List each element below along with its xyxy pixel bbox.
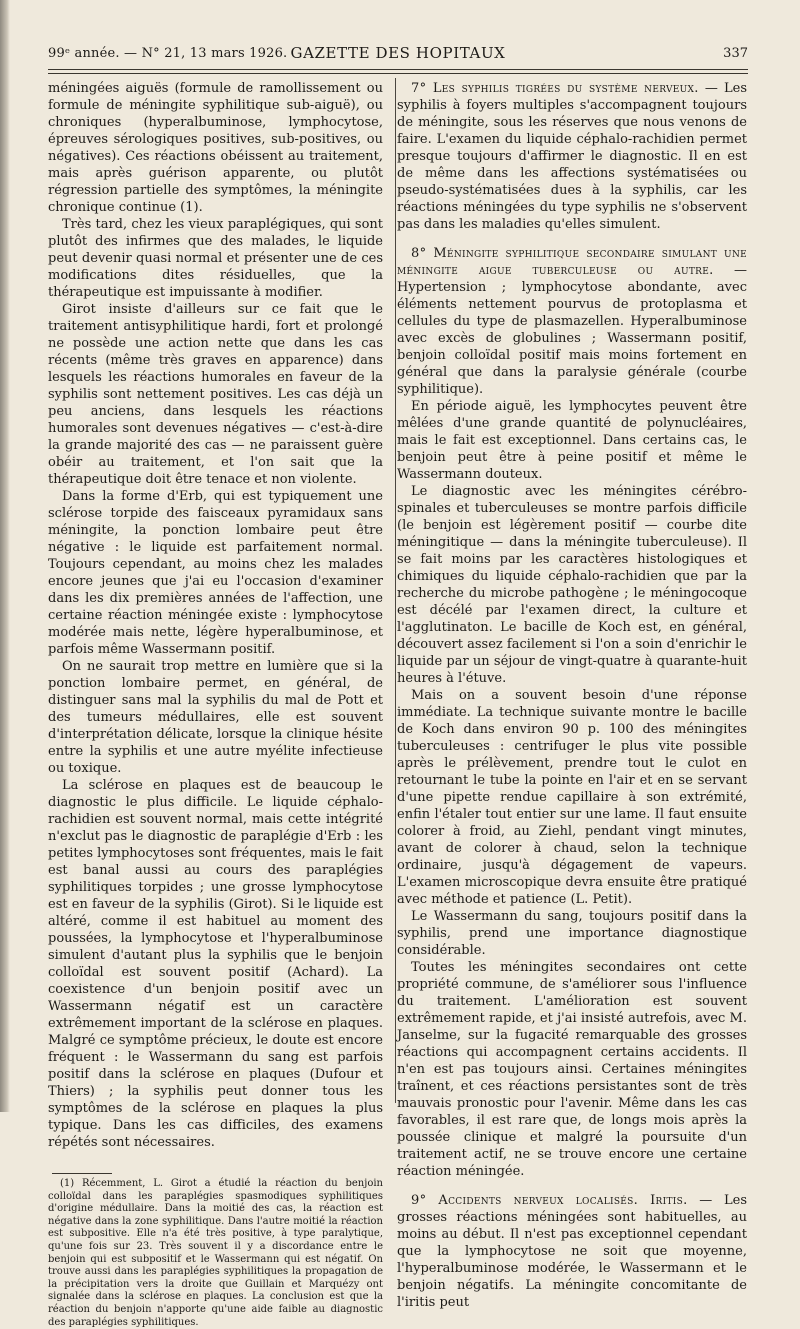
paragraph: On ne saurait trop mettre en lumière que si la ponction lombaire permet, en général, de distinguer sans mal la syphilis du mal de Pott et des tumeurs médullaires, elle est souvent d'interprétation délicate, lorsque la clinique hésite entre la syphilis et une autre myélite infectieuse ou toxique. [48, 659, 383, 776]
paragraph: Mais on a souvent besoin d'une réponse immédiate. La technique suivante montre le bacille de Koch dans environ 90 p. 100 des méningites tuberculeuses : centrifuger le plus vite possible après le prélèvement, prendre tout le culot en retournant le tube la pointe en l'air et en se servant d'une pipette rendue capillaire à son extrémité, enfin l'étaler tout entier sur une lame. Il faut ensuite colorer à froid, au Ziehl, pendant vingt minutes, avant de colorer à chaud, selon la technique ordinaire, jusqu'à dégagement de vapeurs. L'examen microscopique devra ensuite être pratiqué avec méthode et patience (L. Petit). [397, 688, 747, 907]
column-divider [395, 78, 396, 1103]
paragraph: Le Wassermann du sang, toujours positif dans la syphilis, prend une importance diagnostique considérable. [397, 909, 747, 958]
footnote: (1) Récemment, L. Girot a étudié la réaction du benjoin colloïdal dans les paraplégies spasmodiques syphilitiques d'origine médullaire. Dans la moitié des cas, la réaction est négative dans la zone syphilitique. Dans l'autre moitié la réaction est subpositive. Elle n'a été très positive, à type paralytique, qu'une fois sur 23. Très souvent il y a discordance entre le benjoin qui est subpositif et le Wassermann qui est négatif. On trouve aussi dans les paraplégies syphilitiques la propagation de la précipitation vers la droite que Guillain et Marquézy ont signalée dans la sclérose en plaques. La conclusion est que la réaction du benjoin n'apporte qu'une aide faible au diagnostic des paraplégies syphilitiques. [48, 1178, 383, 1328]
header-rule-thick [48, 69, 748, 70]
section-7 [397, 80, 747, 233]
section-text: — Hypertension ; lymphocytose abondante, avec éléments nettement pourvus de protoplasma et cellules du type de plasmazellen. Hyperalbuminose avec excès de globulines ; Wassermann positif, benjoin colloïdal positif mais moins fortement en général que dans la paralysie générale (courbe syphilitique). [397, 263, 747, 397]
paragraph: Toutes les méningites secondaires ont cette propriété commune, de s'améliorer sous l'influence du traitement. L'amélioration est souvent extrêmement rapide, et j'ai insisté autrefois, avec M. Janselme, sur la fugacité remarquable des grosses réactions qui accompagnent certains accidents. Il n'en est pas toujours ainsi. Certaines méningites traînent, et ces réactions persistantes sont de très mauvais pronostic pour l'avenir. Même dans les cas favorables, il est rare que, de longs mois après la poussée clinique et malgré la poursuite d'un traitement actif, ne se trouve encore une certaine réaction méningée. [397, 960, 747, 1179]
section-text: — Les grosses réactions méningées sont habituelles, au moins au début. Il n'est pas exceptionnel cependant que la lymphocytose ne soit que moyenne, l'hyperalbuminose modérée, le Wassermann et le benjoin négatifs. La méningite concomitante de l'iritis peut [397, 1193, 747, 1310]
footnote-rule [52, 1173, 112, 1174]
section-text: — Les syphilis à foyers multiples s'accompagnent toujours de méningite, sous les réserves que nous venons de faire. L'examen du liquide céphalo-rachidien permet presque toujours d'affirmer le diagnostic. Il en est de même dans les affections systématisées ou pseudo-systématisées dues à la syphilis, car les réactions méningées du type syphilis ne s'observent pas dans les maladies qu'elles simulent. [397, 81, 747, 232]
paragraph: Dans la forme d'Erb, qui est typiquement une sclérose torpide des faisceaux pyramidaux sans méningite, la ponction lombaire peut être négative : le liquide est parfaitement normal. Toujours cependant, au moins chez les malades encore jeunes que j'ai eu l'occasion d'examiner dans les dix premières années de l'affection, une certaine réaction méningée existe : lymphocytose modérée mais nette, légère hyperalbuminose, et parfois même Wassermann positif. [48, 489, 383, 657]
paragraph: En période aiguë, les lymphocytes peuvent être mêlées d'une grande quantité de polynucléaires, mais le fait est exceptionnel. Dans certains cas, le benjoin peut être à peine positif et même le Wassermann douteux. [397, 399, 747, 482]
paragraph: Très tard, chez les vieux paraplégiques, qui sont plutôt des infirmes que des malades, le liquide peut devenir quasi normal et présenter une de ces modifications dites résiduelles, que la thérapeutique est impuissante à modifier. [48, 217, 383, 300]
issue-info: 99ᵉ année. — N° 21, 13 mars 1926. [48, 46, 288, 61]
paragraph: Le diagnostic avec les méningites cérébro-spinales et tuberculeuses se montre parfois difficile (le benjoin est légèrement positif — courbe dite méningitique — dans la méningite tuberculeuse). Il se fait moins par les caractères histologiques et chimiques du liquide céphalo-rachidien que par la recherche du microbe pathogène ; le méningocoque est décélé par l'examen direct, la culture et l'agglutinaton. Le bacille de Koch est, en général, découvert assez facilement si l'on a soin d'enrichir le liquide par un séjour de vingt-quatre à quarante-huit heures à l'étuve. [397, 484, 747, 686]
page-binding-shadow [0, 0, 10, 1112]
header-rule-thin [48, 73, 748, 74]
section-heading: 8° Méningite syphilitique secondaire simulant une méningite aigue tuberculeuse ou autre. [397, 246, 747, 278]
left-column [48, 80, 383, 1329]
paragraph: Girot insiste d'ailleurs sur ce fait que le traitement antisyphilitique hardi, fort et prolongé ne possède une action nette que dans les cas récents (même très graves en apparence) dans lesquels les réactions humorales en faveur de la syphilis sont nettement positives. Les cas déjà un peu anciens, dans lesquels les réactions humorales sont devenues négatives — c'est-à-dire la grande majorité des cas — ne paraissent guère obéir au traitement, et l'on sait que la thérapeutique doit être tenace et non violente. [48, 302, 383, 487]
section-9 [397, 1192, 747, 1311]
journal-title: GAZETTE DES HOPITAUX [290, 44, 506, 62]
section-heading: 9° Accidents nerveux localisés. Iritis. [411, 1193, 688, 1208]
running-header [48, 42, 748, 66]
paragraph: méningées aiguës (formule de ramollissement ou formule de méningite syphilitique sub-aiguë), ou chroniques (hyperalbuminose, lymphocytose, épreuves sérologiques positives, sub-positives, ou négatives). Ces réactions obéissent au traitement, mais après guérison apparente, ou plutôt régression partielle des symptômes, la méningite chronique continue (1). [48, 81, 383, 215]
right-column [397, 80, 747, 1311]
page-number: 337 [723, 46, 748, 61]
section-8 [397, 245, 747, 398]
paragraph: La sclérose en plaques est de beaucoup le diagnostic le plus difficile. Le liquide céphalo-rachidien est souvent normal, mais cette intégrité n'exclut pas le diagnostic de paraplégie d'Erb : les petites lymphocytoses sont fréquentes, mais le fait est banal aussi au cours des paraplégies syphilitiques torpides ; une grosse lymphocytose est en faveur de la syphilis (Girot). Si le liquide est altéré, comme il est habituel au moment des poussées, la lymphocytose et l'hyperalbuminose simulent d'autant plus la syphilis que le benjoin colloïdal est souvent positif (Achard). La coexistence d'un benjoin positif avec un Wassermann négatif est un caractère extrêmement important de la sclérose en plaques. Malgré ce symptôme précieux, le doute est encore fréquent : le Wassermann du sang est parfois positif dans la sclérose en plaques (Dufour et Thiers) ; la syphilis peut donner tous les symptômes de la sclérose en plaques la plus typique. Dans les cas difficiles, des examens répétés sont nécessaires. [48, 778, 383, 1150]
section-heading: 7° Les syphilis tigrées du système nerveux. [411, 81, 699, 96]
